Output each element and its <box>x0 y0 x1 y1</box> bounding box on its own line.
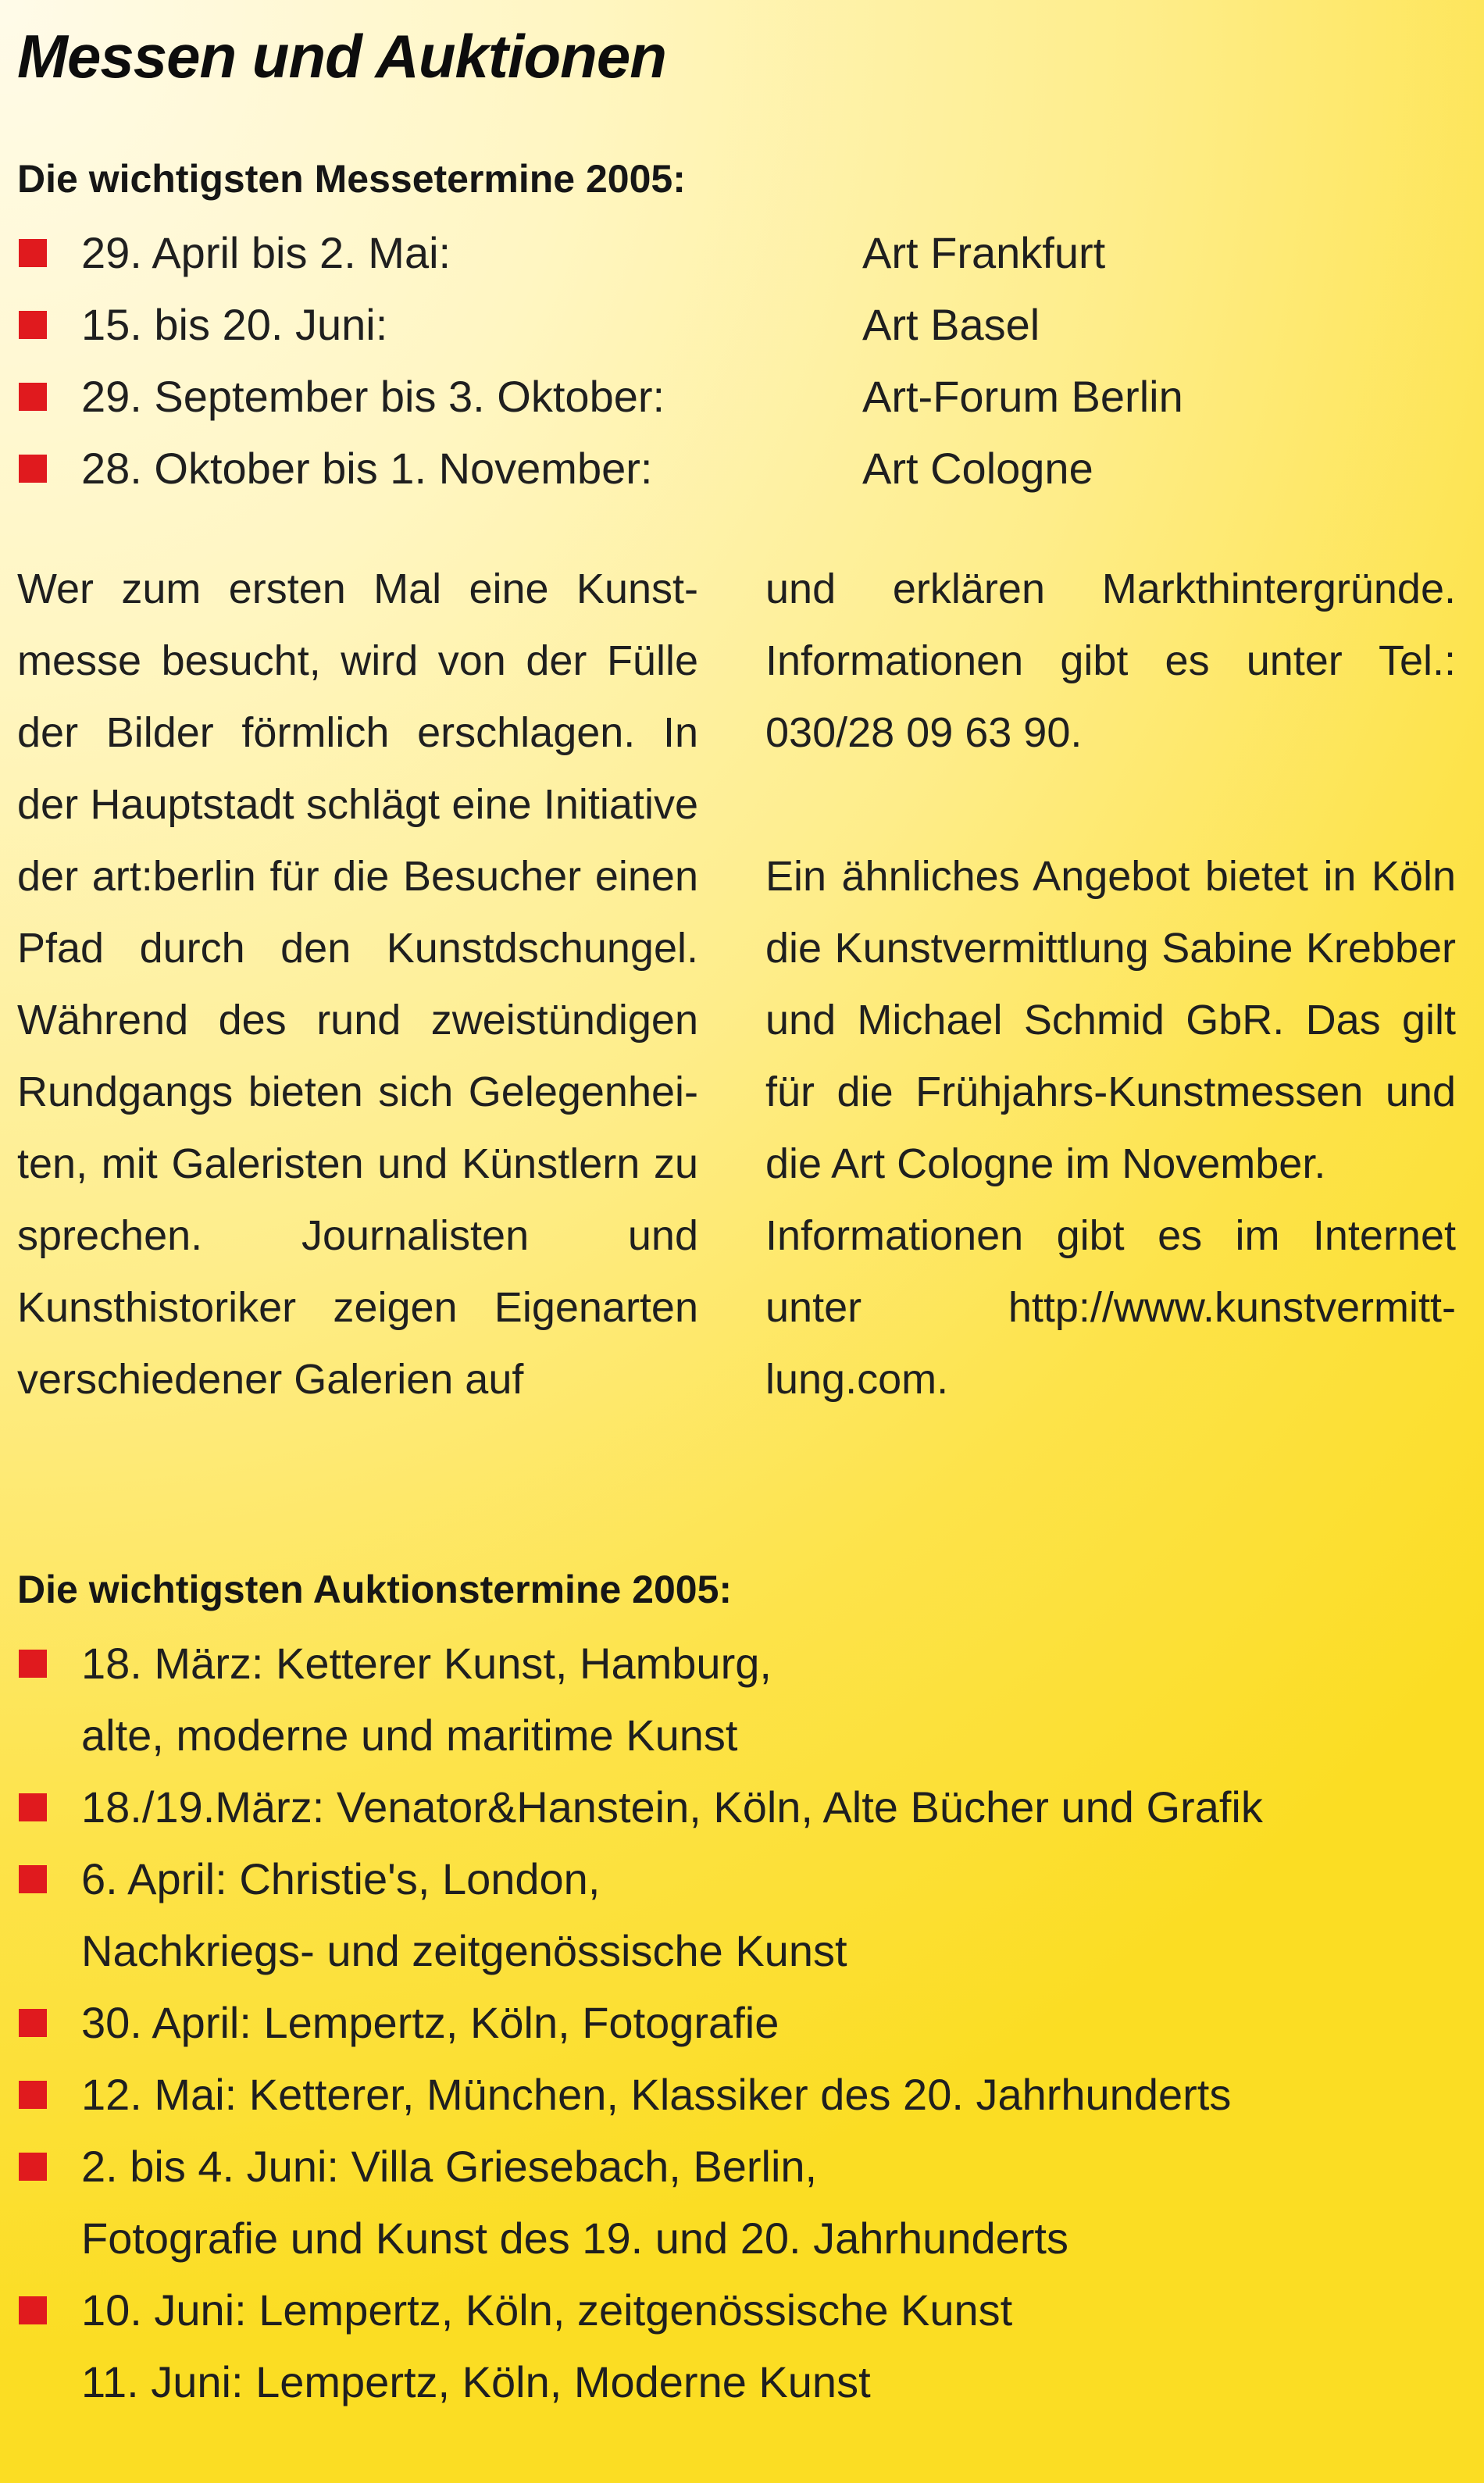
auction-line: alte, moderne und maritime Kunst <box>81 1711 738 1760</box>
auction-line: Fotografie und Kunst des 19. und 20. Jahrhunderts <box>81 2214 1068 2263</box>
auction-line: 6. April: Christie's, London, <box>81 1854 601 1903</box>
red-square-bullet-icon <box>19 455 47 483</box>
auction-line: 11. Juni: Lempertz, Köln, Moderne Kunst <box>81 2357 871 2406</box>
fair-name: Art Frankfurt <box>862 228 1106 277</box>
auction-line: Nachkriegs- und zeitgenössische Kunst <box>81 1926 847 1975</box>
fair-date: 29. April bis 2. Mai: <box>81 228 451 277</box>
auction-item <box>17 1628 1454 1771</box>
fairs-heading: Die wichtigsten Messetermine 2005: <box>17 157 686 201</box>
red-square-bullet-icon <box>19 2153 47 2181</box>
red-square-bullet-icon <box>19 1650 47 1678</box>
red-square-bullet-icon <box>19 2009 47 2037</box>
auction-line: 10. Juni: Lempertz, Köln, zeitgenössische Kunst <box>81 2285 1013 2335</box>
auction-item <box>17 1843 1454 1987</box>
fair-name: Art Basel <box>862 300 1040 349</box>
auction-line: 18. März: Ketterer Kunst, Hamburg, <box>81 1639 772 1688</box>
red-square-bullet-icon <box>19 239 47 267</box>
fair-item <box>17 361 1454 433</box>
article-column-right <box>765 553 1456 1415</box>
fair-item <box>17 217 1454 289</box>
auction-line: 2. bis 4. Juni: Villa Griesebach, Berlin, <box>81 2142 818 2191</box>
red-square-bullet-icon <box>19 2081 47 2109</box>
red-square-bullet-icon <box>19 1865 47 1893</box>
page-title: Messen und Auktionen <box>17 22 666 91</box>
auction-item <box>17 1987 1454 2059</box>
auctions-heading: Die wichtigsten Auktionstermine 2005: <box>17 1568 733 1611</box>
red-square-bullet-icon <box>19 311 47 339</box>
article-page <box>17 17 1454 2418</box>
auction-line: 12. Mai: Ketterer, München, Klassiker des 20. Jahrhunderts <box>81 2070 1232 2119</box>
auction-line: 18./19.März: Venator&Hanstein, Köln, Alte Bücher und Grafik <box>81 1782 1263 1832</box>
auctions-list <box>17 1628 1454 2418</box>
article-paragraph: Ein ähnliches Angebot bietet in Köln die Kunstvermittlung Sabine Krebber und Michael Schmid GbR. Das gilt für die Frühjahrs-Kunstmessen und die Art Cologne im November. <box>765 853 1456 1187</box>
article-columns <box>17 553 1454 1506</box>
red-square-bullet-icon <box>19 383 47 411</box>
fair-item <box>17 433 1454 505</box>
fair-name: Art-Forum Berlin <box>862 372 1183 421</box>
article-paragraph: und erklären Markthintergründe. Informationen gibt es unter Tel.: 030/28 09 63 90. <box>765 565 1456 756</box>
auction-item <box>17 1771 1454 1843</box>
auction-line: 30. April: Lempertz, Köln, Fotografie <box>81 1998 779 2047</box>
fair-item <box>17 289 1454 361</box>
article-column-left <box>17 553 698 1415</box>
fairs-list <box>17 217 1454 505</box>
paragraph-spacer <box>765 769 1456 840</box>
auction-item <box>17 2059 1454 2131</box>
auction-item <box>17 2274 1454 2418</box>
fair-date: 15. bis 20. Juni: <box>81 300 388 349</box>
auction-item <box>17 2131 1454 2274</box>
fair-name: Art Cologne <box>862 444 1093 493</box>
fair-date: 29. September bis 3. Oktober: <box>81 372 665 421</box>
red-square-bullet-icon <box>19 1793 47 1821</box>
fair-date: 28. Oktober bis 1. November: <box>81 444 653 493</box>
red-square-bullet-icon <box>19 2296 47 2324</box>
article-paragraph: Informationen gibt es im Internet unter http://www.kunstvermittlung.com. <box>765 1212 1456 1403</box>
article-paragraph: Wer zum ersten Mal eine Kunstmesse besucht, wird von der Fülle der Bilder förmlich erschlagen. In der Hauptstadt schlägt eine Initiative der art:berlin für die Besucher einen Pfad durch den Kunstdschungel. Während des rund zweistündigen Rundgangs bieten sich Gelegenheiten, mit Galeristen und Künstlern zu sprechen. Journalisten und Kunsthistoriker zeigen Eigenarten verschiedener Galerien auf <box>17 565 698 1403</box>
